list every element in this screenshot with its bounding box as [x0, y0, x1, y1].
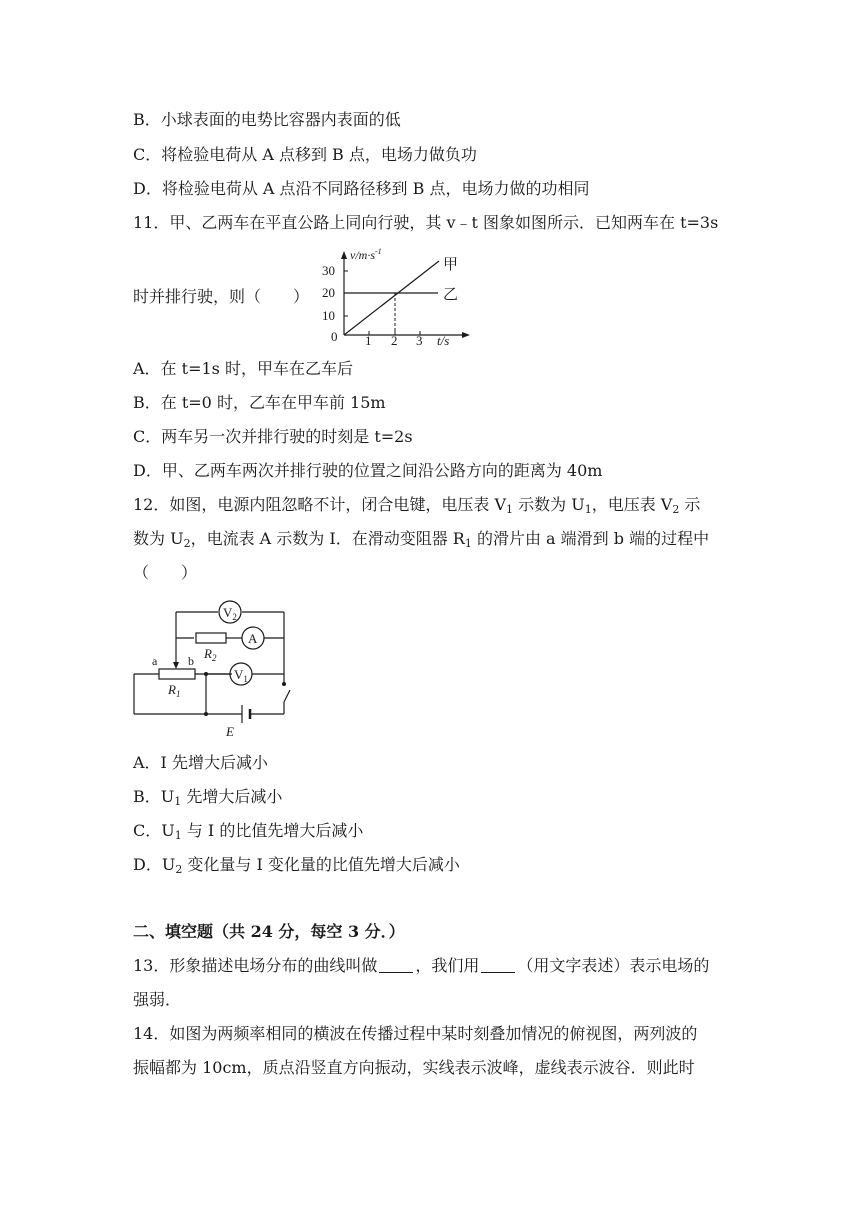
resistor-r1: [159, 669, 195, 679]
q11-stem-line1: 11．甲、乙两车在平直公路上同向行驶，其 v﹣t 图象如图所示．已知两车在 t=3s: [133, 213, 719, 232]
line-jia: [344, 261, 439, 335]
q10-option-c: C．将检验电荷从 A 点移到 B 点，电场力做负功: [133, 145, 477, 164]
v2-label: $V_2$: [223, 605, 237, 622]
label-yi: 乙: [443, 287, 459, 303]
slider-end-a: a: [152, 654, 158, 668]
xtick-2: 2: [391, 333, 398, 347]
answer-blank-2: [481, 958, 515, 973]
v1-label: $V_1$: [234, 667, 248, 684]
y-axis-label: $v/m\cdot s^{-1}$: [350, 247, 382, 262]
xtick-3: 3: [416, 333, 423, 347]
label-jia: 甲: [443, 257, 459, 273]
slider-arrow: [173, 662, 179, 669]
q14-stem-line1: 14．如图为两频率相同的横波在传播过程中某时刻叠加情况的俯视图，两列波的: [133, 1024, 698, 1043]
q11-option-a: A．在 t=1s 时，甲车在乙车后: [133, 359, 353, 378]
q11-vt-graph: [316, 247, 476, 347]
x-axis-arrow: [462, 332, 470, 338]
q12-option-d: D．$U_2$ 变化量与 I 变化量的比值先增大后减小: [133, 855, 460, 876]
q13-stem-line1: 13．形象描述电场分布的曲线叫做 ，我们用 （用文字表述）表示电场的: [133, 956, 710, 975]
ytick-30: 30: [322, 263, 335, 278]
q10-option-d: D．将检验电荷从 A 点沿不同路径移到 B 点，电场力做的功相同: [133, 179, 590, 198]
q13-stem-line2: 强弱．: [133, 990, 182, 1009]
resistor-r2: [196, 633, 226, 643]
q12-circuit-diagram: [128, 598, 298, 740]
q11-stem-line2: 时并排行驶，则（ ）: [133, 287, 310, 306]
y-axis-arrow: [341, 251, 347, 259]
q11-option-c: C．两车另一次并排行驶的时刻是 t=2s: [133, 427, 413, 446]
ytick-20: 20: [322, 285, 335, 300]
emf-label: E: [226, 724, 234, 739]
section-heading-fill-in: 二、填空题（共 24 分，每空 3 分．）: [133, 922, 405, 941]
origin-label: 0: [331, 329, 338, 344]
ytick-10: 10: [322, 308, 335, 323]
q11-option-d: D．甲、乙两车两次并排行驶的位置之间沿公路方向的距离为 40m: [133, 461, 603, 480]
q12-stem-line1: 12．如图，电源内阻忽略不计，闭合电键，电压表 $V_1$ 示数为 $U_1$，电压表 $V_2$ 示: [133, 495, 701, 516]
xtick-1: 1: [365, 333, 372, 347]
x-axis-label: t/s: [437, 333, 450, 347]
q12-option-c: C．$U_1$ 与 I 的比值先增大后减小: [133, 821, 364, 842]
q10-option-b: B．小球表面的电势比容器内表面的低: [133, 110, 401, 129]
answer-blank-1: [379, 958, 413, 973]
q12-option-a: A．I 先增大后减小: [133, 753, 268, 772]
slider-end-b: b: [188, 654, 194, 668]
r1-label: $R_1$: [168, 682, 181, 699]
q14-stem-line2: 振幅都为 10cm，质点沿竖直方向振动，实线表示波峰，虚线表示波谷．则此时: [133, 1058, 695, 1077]
ammeter-label: A: [248, 631, 258, 646]
q12-option-b: B．$U_1$ 先增大后减小: [133, 787, 283, 808]
q12-stem-line2: 数为 $U_2$，电流表 A 示数为 I．在滑动变阻器 $R_1$ 的滑片由 a 端滑到 b 端的过程中: [133, 529, 710, 550]
q11-option-b: B．在 t=0 时，乙车在甲车前 15m: [133, 393, 386, 412]
r2-label: $R_2$: [204, 646, 217, 663]
q12-stem-line3: （ ）: [133, 563, 198, 582]
